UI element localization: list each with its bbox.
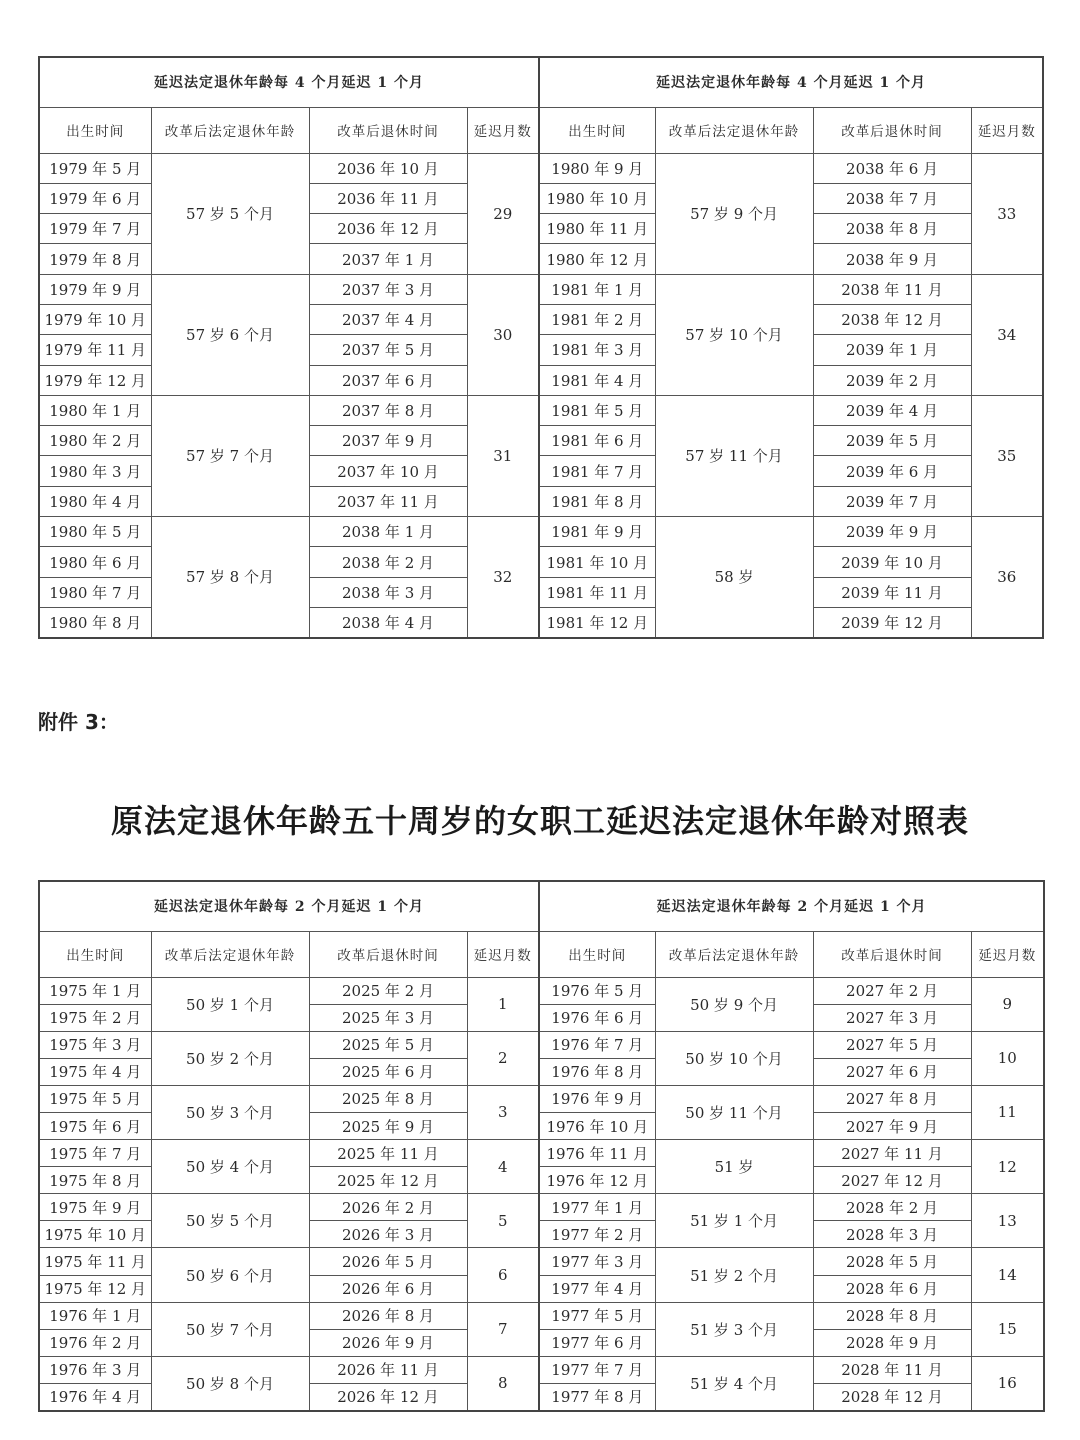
column-header-age: 改革后法定退休年龄 [655,931,813,977]
table-row [39,1356,1044,1383]
birth-time-cell: 1975 年 12 月 [39,1275,151,1302]
retirement-time-cell: 2037 年 5 月 [309,335,467,365]
retirement-age-cell: 50 岁 3 个月 [151,1085,309,1139]
retirement-age-cell: 57 岁 9 个月 [655,153,813,274]
delay-months-cell: 13 [971,1194,1044,1248]
delay-months-cell: 31 [467,395,539,516]
birth-time-cell: 1977 年 7 月 [539,1356,655,1383]
birth-time-cell: 1980 年 4 月 [39,486,151,516]
retirement-age-cell: 50 岁 8 个月 [151,1356,309,1410]
birth-time-cell: 1980 年 12 月 [539,244,655,274]
birth-time-cell: 1976 年 5 月 [539,977,655,1004]
delay-months-cell: 14 [971,1248,1044,1302]
birth-time-cell: 1981 年 12 月 [539,607,655,637]
retirement-time-cell: 2027 年 6 月 [813,1058,971,1085]
retirement-time-cell: 2039 年 1 月 [813,335,971,365]
retirement-time-cell: 2025 年 6 月 [309,1058,467,1085]
retirement-time-cell: 2039 年 11 月 [813,577,971,607]
retirement-time-cell: 2039 年 10 月 [813,547,971,577]
retirement-age-cell: 57 岁 8 个月 [151,517,309,638]
birth-time-cell: 1977 年 3 月 [539,1248,655,1275]
retirement-time-cell: 2037 年 1 月 [309,244,467,274]
table-row [39,977,1044,1004]
birth-time-cell: 1980 年 1 月 [39,395,151,425]
retirement-age-cell: 50 岁 4 个月 [151,1140,309,1194]
birth-time-cell: 1980 年 11 月 [539,214,655,244]
table-row [39,153,1043,183]
retirement-age-cell: 58 岁 [655,517,813,638]
retirement-age-cell: 57 岁 11 个月 [655,395,813,516]
table-caption-right: 延迟法定退休年龄每 4 个月延迟 1 个月 [539,57,1043,107]
retirement-time-cell: 2039 年 2 月 [813,365,971,395]
birth-time-cell: 1981 年 4 月 [539,365,655,395]
retirement-time-cell: 2038 年 1 月 [309,517,467,547]
table-row [39,517,1043,547]
birth-time-cell: 1976 年 2 月 [39,1329,151,1356]
retirement-age-cell: 50 岁 11 个月 [655,1085,813,1139]
retirement-time-cell: 2028 年 11 月 [813,1356,971,1383]
retirement-time-cell: 2038 年 8 月 [813,214,971,244]
retirement-time-cell: 2038 年 3 月 [309,577,467,607]
delay-months-cell: 33 [971,153,1043,274]
birth-time-cell: 1977 年 4 月 [539,1275,655,1302]
birth-time-cell: 1980 年 5 月 [39,517,151,547]
column-header-age: 改革后法定退休年龄 [151,107,309,153]
retirement-age-cell: 57 岁 10 个月 [655,274,813,395]
retirement-time-cell: 2037 年 9 月 [309,426,467,456]
retirement-time-cell: 2028 年 12 月 [813,1383,971,1410]
retirement-time-cell: 2028 年 5 月 [813,1248,971,1275]
birth-time-cell: 1976 年 7 月 [539,1031,655,1058]
retirement-age-cell: 51 岁 4 个月 [655,1356,813,1410]
birth-time-cell: 1980 年 8 月 [39,607,151,637]
retirement-time-cell: 2039 年 6 月 [813,456,971,486]
retirement-time-cell: 2028 年 9 月 [813,1329,971,1356]
birth-time-cell: 1976 年 3 月 [39,1356,151,1383]
retirement-table-top [38,56,1044,639]
birth-time-cell: 1981 年 3 月 [539,335,655,365]
delay-months-cell: 30 [467,274,539,395]
retirement-time-cell: 2026 年 6 月 [309,1275,467,1302]
retirement-age-cell: 51 岁 3 个月 [655,1302,813,1356]
birth-time-cell: 1975 年 8 月 [39,1167,151,1194]
birth-time-cell: 1980 年 10 月 [539,183,655,213]
delay-months-cell: 9 [971,977,1044,1031]
table-row [39,1248,1044,1275]
retirement-time-cell: 2028 年 8 月 [813,1302,971,1329]
delay-months-cell: 2 [467,1031,539,1085]
retirement-time-cell: 2026 年 12 月 [309,1383,467,1410]
delay-months-cell: 10 [971,1031,1044,1085]
retirement-time-cell: 2027 年 5 月 [813,1031,971,1058]
column-header-delay-months: 延迟月数 [467,107,539,153]
table-row [39,395,1043,425]
column-header-delay-months: 延迟月数 [971,931,1044,977]
table-caption-left: 延迟法定退休年龄每 4 个月延迟 1 个月 [39,57,539,107]
birth-time-cell: 1981 年 5 月 [539,395,655,425]
retirement-age-cell: 57 岁 6 个月 [151,274,309,395]
delay-months-cell: 34 [971,274,1043,395]
retirement-time-cell: 2039 年 9 月 [813,517,971,547]
table-row [39,1085,1044,1112]
retirement-time-cell: 2026 年 8 月 [309,1302,467,1329]
delay-months-cell: 29 [467,153,539,274]
column-header-age: 改革后法定退休年龄 [151,931,309,977]
retirement-time-cell: 2036 年 10 月 [309,153,467,183]
retirement-time-cell: 2038 年 11 月 [813,274,971,304]
retirement-age-cell: 51 岁 2 个月 [655,1248,813,1302]
birth-time-cell: 1980 年 3 月 [39,456,151,486]
retirement-age-cell: 50 岁 2 个月 [151,1031,309,1085]
retirement-time-cell: 2025 年 3 月 [309,1004,467,1031]
delay-months-cell: 12 [971,1140,1044,1194]
retirement-time-cell: 2025 年 8 月 [309,1085,467,1112]
retirement-time-cell: 2025 年 12 月 [309,1167,467,1194]
birth-time-cell: 1977 年 6 月 [539,1329,655,1356]
birth-time-cell: 1979 年 8 月 [39,244,151,274]
birth-time-cell: 1975 年 11 月 [39,1248,151,1275]
column-header-age: 改革后法定退休年龄 [655,107,813,153]
retirement-time-cell: 2039 年 5 月 [813,426,971,456]
retirement-time-cell: 2027 年 9 月 [813,1112,971,1139]
retirement-time-cell: 2038 年 6 月 [813,153,971,183]
delay-months-cell: 36 [971,517,1043,638]
retirement-time-cell: 2038 年 7 月 [813,183,971,213]
birth-time-cell: 1981 年 9 月 [539,517,655,547]
retirement-time-cell: 2027 年 3 月 [813,1004,971,1031]
birth-time-cell: 1980 年 6 月 [39,547,151,577]
retirement-time-cell: 2039 年 7 月 [813,486,971,516]
birth-time-cell: 1979 年 6 月 [39,183,151,213]
birth-time-cell: 1976 年 10 月 [539,1112,655,1139]
retirement-time-cell: 2038 年 4 月 [309,607,467,637]
retirement-time-cell: 2028 年 2 月 [813,1194,971,1221]
birth-time-cell: 1976 年 9 月 [539,1085,655,1112]
retirement-time-cell: 2038 年 12 月 [813,304,971,334]
retirement-time-cell: 2036 年 12 月 [309,214,467,244]
birth-time-cell: 1981 年 1 月 [539,274,655,304]
delay-months-cell: 4 [467,1140,539,1194]
retirement-time-cell: 2025 年 9 月 [309,1112,467,1139]
birth-time-cell: 1981 年 11 月 [539,577,655,607]
delay-months-cell: 3 [467,1085,539,1139]
birth-time-cell: 1981 年 7 月 [539,456,655,486]
retirement-time-cell: 2038 年 2 月 [309,547,467,577]
table-row [39,1031,1044,1058]
delay-months-cell: 8 [467,1356,539,1410]
delay-months-cell: 15 [971,1302,1044,1356]
retirement-time-cell: 2026 年 3 月 [309,1221,467,1248]
birth-time-cell: 1976 年 4 月 [39,1383,151,1410]
birth-time-cell: 1981 年 6 月 [539,426,655,456]
birth-time-cell: 1981 年 8 月 [539,486,655,516]
column-header-retire-time: 改革后退休时间 [309,931,467,977]
birth-time-cell: 1979 年 12 月 [39,365,151,395]
birth-time-cell: 1977 年 2 月 [539,1221,655,1248]
retirement-age-cell: 51 岁 1 个月 [655,1194,813,1248]
retirement-time-cell: 2039 年 12 月 [813,607,971,637]
retirement-time-cell: 2025 年 2 月 [309,977,467,1004]
delay-months-cell: 7 [467,1302,539,1356]
retirement-time-cell: 2037 年 4 月 [309,304,467,334]
birth-time-cell: 1981 年 2 月 [539,304,655,334]
birth-time-cell: 1976 年 8 月 [539,1058,655,1085]
birth-time-cell: 1979 年 10 月 [39,304,151,334]
birth-time-cell: 1976 年 6 月 [539,1004,655,1031]
retirement-time-cell: 2026 年 11 月 [309,1356,467,1383]
birth-time-cell: 1975 年 3 月 [39,1031,151,1058]
birth-time-cell: 1976 年 12 月 [539,1167,655,1194]
birth-time-cell: 1975 年 10 月 [39,1221,151,1248]
retirement-time-cell: 2027 年 2 月 [813,977,971,1004]
retirement-time-cell: 2028 年 3 月 [813,1221,971,1248]
retirement-time-cell: 2037 年 6 月 [309,365,467,395]
retirement-age-cell: 50 岁 6 个月 [151,1248,309,1302]
birth-time-cell: 1975 年 1 月 [39,977,151,1004]
retirement-age-cell: 50 岁 5 个月 [151,1194,309,1248]
retirement-age-cell: 50 岁 1 个月 [151,977,309,1031]
delay-months-cell: 35 [971,395,1043,516]
retirement-time-cell: 2025 年 5 月 [309,1031,467,1058]
birth-time-cell: 1979 年 7 月 [39,214,151,244]
birth-time-cell: 1976 年 1 月 [39,1302,151,1329]
birth-time-cell: 1977 年 8 月 [539,1383,655,1410]
column-header-delay-months: 延迟月数 [467,931,539,977]
birth-time-cell: 1979 年 5 月 [39,153,151,183]
retirement-age-cell: 50 岁 10 个月 [655,1031,813,1085]
birth-time-cell: 1980 年 2 月 [39,426,151,456]
delay-months-cell: 5 [467,1194,539,1248]
retirement-time-cell: 2025 年 11 月 [309,1140,467,1167]
birth-time-cell: 1979 年 9 月 [39,274,151,304]
column-header-birth: 出生时间 [539,931,655,977]
delay-months-cell: 1 [467,977,539,1031]
birth-time-cell: 1977 年 5 月 [539,1302,655,1329]
column-header-birth: 出生时间 [39,931,151,977]
retirement-time-cell: 2028 年 6 月 [813,1275,971,1302]
retirement-time-cell: 2027 年 8 月 [813,1085,971,1112]
table-row [39,1302,1044,1329]
column-header-retire-time: 改革后退休时间 [813,931,971,977]
birth-time-cell: 1981 年 10 月 [539,547,655,577]
retirement-time-cell: 2027 年 12 月 [813,1167,971,1194]
retirement-age-cell: 50 岁 7 个月 [151,1302,309,1356]
retirement-time-cell: 2037 年 3 月 [309,274,467,304]
column-header-retire-time: 改革后退休时间 [813,107,971,153]
table-row [39,1140,1044,1167]
delay-months-cell: 16 [971,1356,1044,1410]
document-title: 原法定退休年龄五十周岁的女职工延迟法定退休年龄对照表 [110,802,969,840]
retirement-age-cell: 50 岁 9 个月 [655,977,813,1031]
table-caption-right: 延迟法定退休年龄每 2 个月延迟 1 个月 [539,881,1044,931]
birth-time-cell: 1977 年 1 月 [539,1194,655,1221]
column-header-birth: 出生时间 [539,107,655,153]
table-caption-left: 延迟法定退休年龄每 2 个月延迟 1 个月 [39,881,539,931]
retirement-time-cell: 2026 年 9 月 [309,1329,467,1356]
retirement-time-cell: 2037 年 8 月 [309,395,467,425]
retirement-time-cell: 2038 年 9 月 [813,244,971,274]
retirement-table-bottom [38,880,1045,1412]
retirement-time-cell: 2036 年 11 月 [309,183,467,213]
column-header-birth: 出生时间 [39,107,151,153]
birth-time-cell: 1980 年 9 月 [539,153,655,183]
table-row [39,1194,1044,1221]
birth-time-cell: 1975 年 6 月 [39,1112,151,1139]
table-row [39,274,1043,304]
delay-months-cell: 11 [971,1085,1044,1139]
retirement-time-cell: 2026 年 5 月 [309,1248,467,1275]
column-header-delay-months: 延迟月数 [971,107,1043,153]
birth-time-cell: 1975 年 2 月 [39,1004,151,1031]
birth-time-cell: 1975 年 9 月 [39,1194,151,1221]
column-header-retire-time: 改革后退休时间 [309,107,467,153]
retirement-age-cell: 57 岁 7 个月 [151,395,309,516]
birth-time-cell: 1979 年 11 月 [39,335,151,365]
retirement-time-cell: 2039 年 4 月 [813,395,971,425]
retirement-time-cell: 2027 年 11 月 [813,1140,971,1167]
birth-time-cell: 1976 年 11 月 [539,1140,655,1167]
birth-time-cell: 1980 年 7 月 [39,577,151,607]
retirement-age-cell: 51 岁 [655,1140,813,1194]
retirement-time-cell: 2026 年 2 月 [309,1194,467,1221]
delay-months-cell: 32 [467,517,539,638]
birth-time-cell: 1975 年 5 月 [39,1085,151,1112]
birth-time-cell: 1975 年 4 月 [39,1058,151,1085]
attachment-label: 附件 3： [38,710,119,734]
retirement-time-cell: 2037 年 10 月 [309,456,467,486]
birth-time-cell: 1975 年 7 月 [39,1140,151,1167]
delay-months-cell: 6 [467,1248,539,1302]
retirement-time-cell: 2037 年 11 月 [309,486,467,516]
retirement-age-cell: 57 岁 5 个月 [151,153,309,274]
